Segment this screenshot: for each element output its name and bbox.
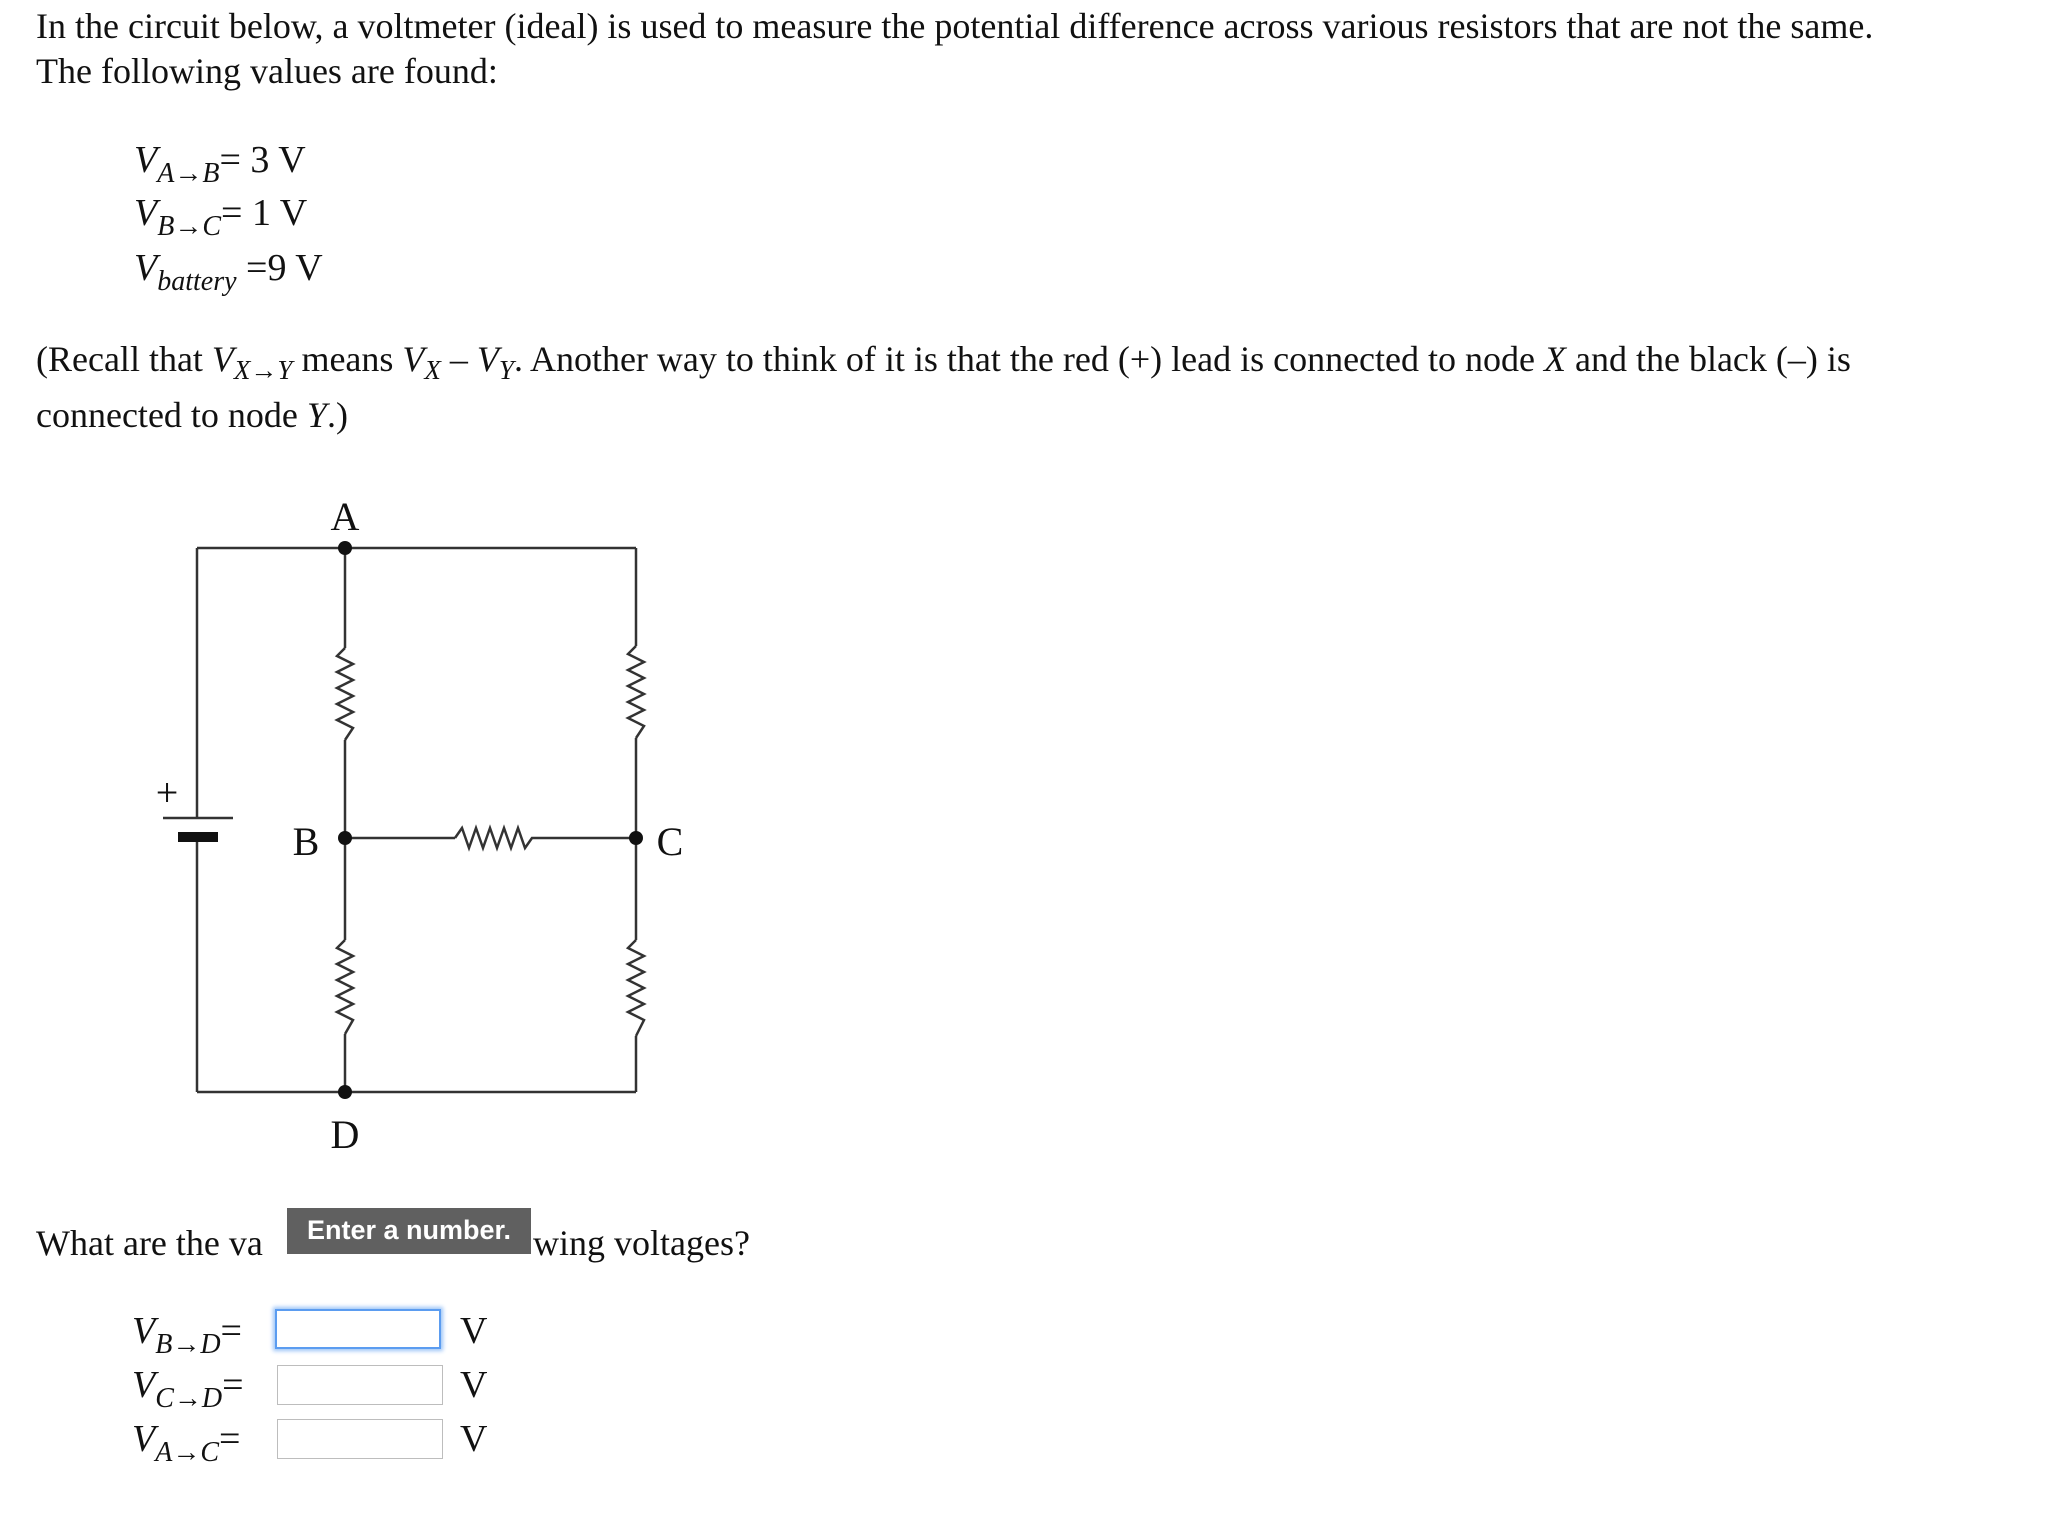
- recall-s2: X: [424, 355, 441, 385]
- battery-short-plate: [178, 832, 218, 842]
- intro-line-2: The following values are found:: [36, 51, 498, 91]
- recall-text-1: (Recall that: [36, 339, 212, 379]
- input-tooltip: Enter a number.: [287, 1208, 531, 1254]
- resistor-bc: [455, 828, 540, 848]
- answer-row-ac: [132, 1413, 241, 1468]
- battery-plus-label: +: [155, 770, 179, 815]
- answer-bd-symbol: V: [132, 1310, 156, 1352]
- node-a-dot: [338, 541, 352, 555]
- recall-v1: V: [211, 339, 234, 379]
- node-c-label: C: [656, 819, 684, 864]
- answer-ac-subscript: A→C: [155, 1437, 219, 1468]
- node-d-dot: [338, 1085, 352, 1099]
- given-vbc-relation: =: [221, 192, 252, 234]
- answer-cd-unit: V: [460, 1364, 488, 1406]
- resistor-cd: [628, 940, 644, 1036]
- given-vbattery-subscript: battery: [157, 266, 237, 297]
- answer-cd-subscript: C→D: [155, 1383, 223, 1414]
- recall-text-5: and the black (–) is: [1565, 339, 1851, 379]
- recall-text-2: means: [292, 339, 403, 379]
- answer-row-cd: [132, 1359, 244, 1414]
- recall-v4: X: [1543, 339, 1566, 379]
- recall-text-7: .): [326, 395, 348, 435]
- given-vbc-subscript: B→C: [157, 211, 221, 242]
- answer-cd-symbol: V: [132, 1364, 156, 1406]
- resistor-bd: [337, 940, 353, 1034]
- answer-cd-input[interactable]: [277, 1365, 443, 1405]
- recall-v2: V: [402, 339, 425, 379]
- answer-cd-eq: =: [222, 1364, 244, 1406]
- answer-ac-unit: V: [460, 1418, 488, 1460]
- node-c-dot: [629, 831, 643, 845]
- resistor-ac: [628, 646, 644, 738]
- answer-bd-subscript: B→D: [155, 1329, 221, 1360]
- recall-s3: Y: [498, 355, 514, 385]
- answer-ac-symbol: V: [132, 1418, 156, 1460]
- given-vbattery-relation: =: [236, 247, 268, 289]
- answer-bd-eq: =: [220, 1310, 242, 1352]
- node-d-label: D: [330, 1112, 360, 1157]
- recall-text-6: connected to node: [36, 395, 307, 435]
- node-a-label: A: [330, 494, 360, 539]
- answer-ac-input[interactable]: [277, 1419, 443, 1459]
- resistor-ab: [337, 648, 353, 740]
- given-vbc-symbol: V: [134, 192, 158, 234]
- answer-ac-eq: =: [219, 1418, 241, 1460]
- given-vbattery-value: 9 V: [267, 247, 323, 289]
- answer-bd-unit: V: [460, 1310, 488, 1352]
- recall-text-3: –: [440, 339, 477, 379]
- given-vbc-value: 1 V: [251, 192, 308, 234]
- given-vab-value: 3 V: [250, 139, 306, 181]
- question-prefix: What are the va: [36, 1223, 263, 1263]
- given-vab-subscript: A→B: [157, 158, 220, 189]
- node-b-label: B: [292, 819, 320, 864]
- node-b-dot: [338, 831, 352, 845]
- given-vbattery-symbol: V: [134, 247, 158, 289]
- given-vab-relation: =: [219, 139, 251, 181]
- answer-row-bd: [132, 1305, 242, 1360]
- question-suffix: wing voltages?: [533, 1223, 750, 1263]
- recall-v5: Y: [306, 395, 327, 435]
- intro-line-1: In the circuit below, a voltmeter (ideal) is used to measure the potential difference across various resistors that are not the same.: [36, 6, 1874, 46]
- given-vab-symbol: V: [134, 139, 158, 181]
- recall-text-4: . Another way to think of it is that the red (+) lead is connected to node: [513, 339, 1544, 379]
- answer-bd-input[interactable]: [275, 1309, 441, 1349]
- recall-v3: V: [476, 339, 499, 379]
- recall-s1: X→Y: [233, 355, 293, 385]
